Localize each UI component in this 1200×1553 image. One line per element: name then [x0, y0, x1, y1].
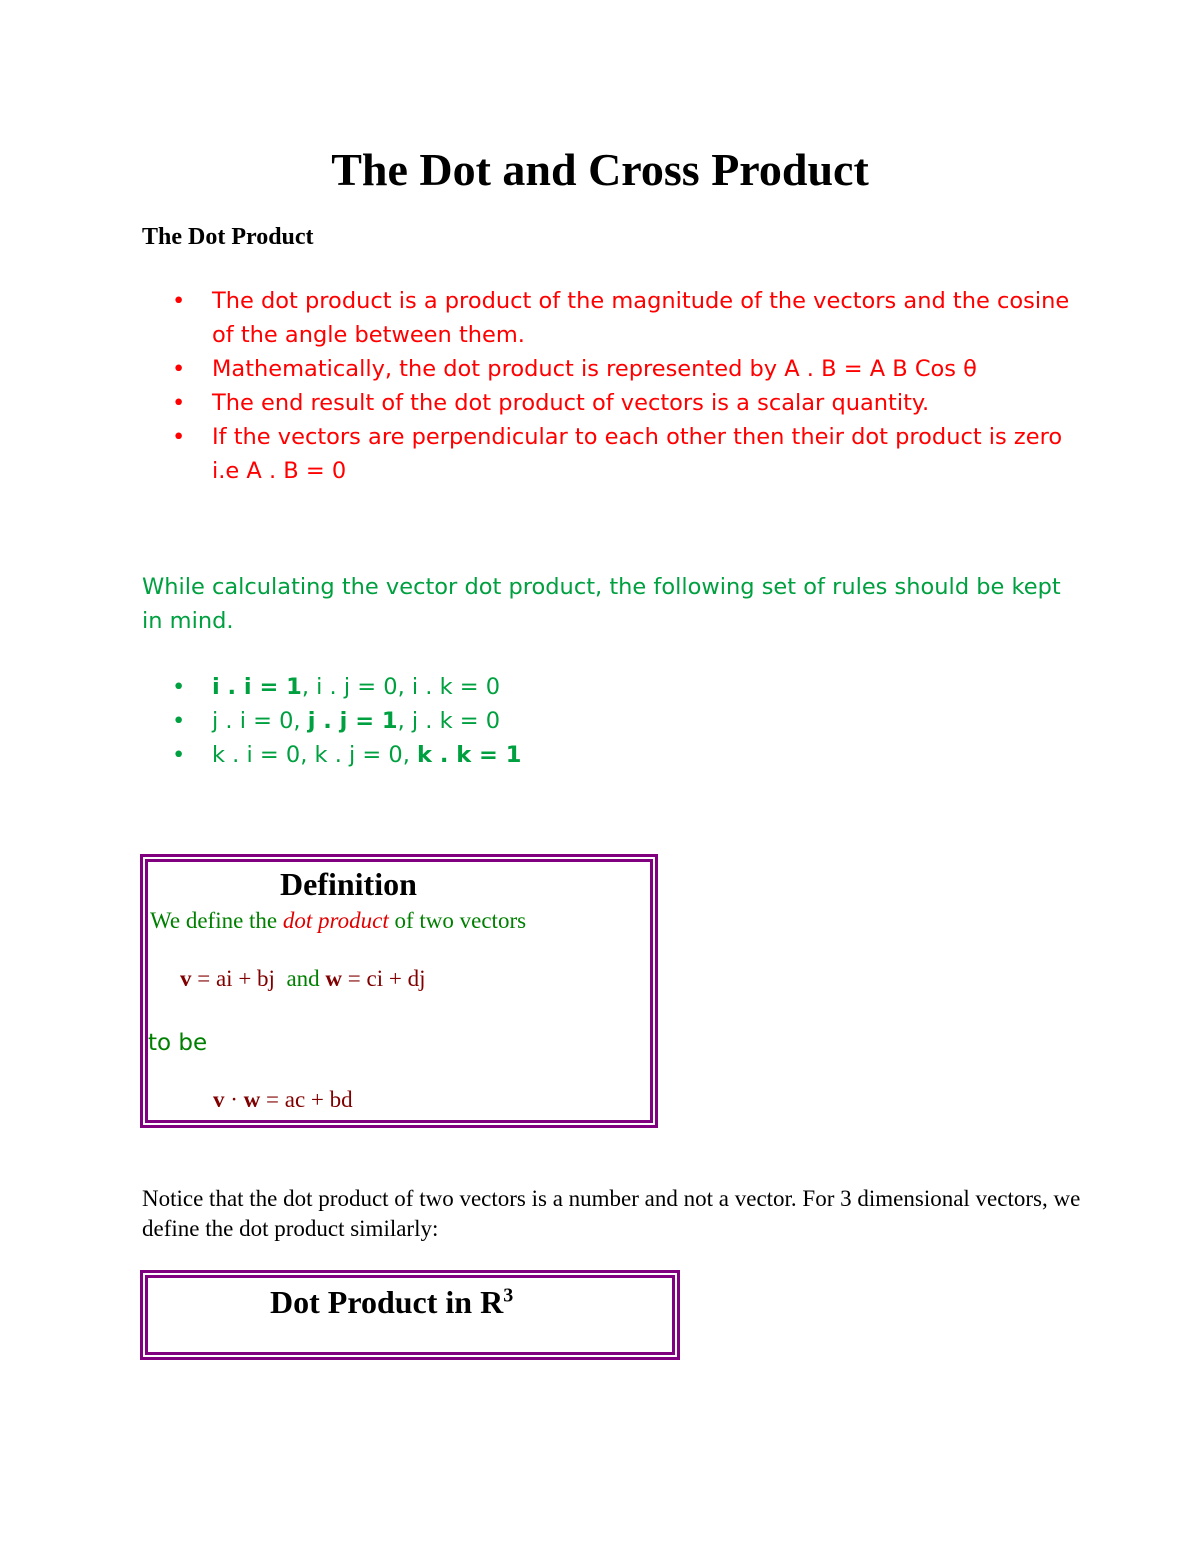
bullet-icon: • — [172, 288, 186, 314]
notice-paragraph: Notice that the dot product of two vectors is a number and not a vector. For 3 dimensional vectors, we define the dot product similarly: — [142, 1186, 1081, 1241]
dot-product-bullet-list — [172, 284, 1092, 488]
unit-vector-rules-list — [172, 670, 1092, 772]
bullet-icon: • — [172, 674, 186, 700]
list-item: • The end result of the dot product of vectors is a scalar quantity. — [172, 386, 1092, 420]
list-item: • The dot product is a product of the magnitude of the vectors and the cosine of the angle between them. — [172, 284, 1092, 352]
bullet-icon: • — [172, 708, 186, 734]
list-item: • k . i = 0, k . j = 0, k . k = 1 — [172, 738, 1092, 772]
bullet-icon: • — [172, 356, 186, 382]
list-item: • i . i = 1, i . j = 0, i . k = 0 — [172, 670, 1092, 704]
definition-to-be: to be — [148, 1030, 208, 1056]
list-item: • j . i = 0, j . j = 1, j . k = 0 — [172, 704, 1092, 738]
bullet-icon: • — [172, 742, 186, 768]
bullet-icon: • — [172, 424, 186, 450]
bullet-icon: • — [172, 390, 186, 416]
rules-intro: While calculating the vector dot product, the following set of rules should be kept in mind. — [142, 574, 1061, 634]
r3-title: Dot Product in $R^3$ — [270, 1284, 514, 1320]
vector-definitions: v = ai + bj and w = ci + dj — [180, 966, 426, 991]
document-title: The Dot and Cross Product — [331, 144, 869, 195]
definition-title: Definition — [280, 866, 417, 902]
list-item: • If the vectors are perpendicular to each other then their dot product is zero i.e A . B = 0 — [172, 420, 1092, 488]
dot-product-formula: v · w = ac + bd — [213, 1087, 353, 1112]
list-item: • Mathematically, the dot product is represented by A . B = A B Cos θ — [172, 352, 1092, 386]
section-heading: The Dot Product — [142, 224, 314, 250]
definition-intro: We define the dot product of two vectors — [150, 908, 527, 933]
